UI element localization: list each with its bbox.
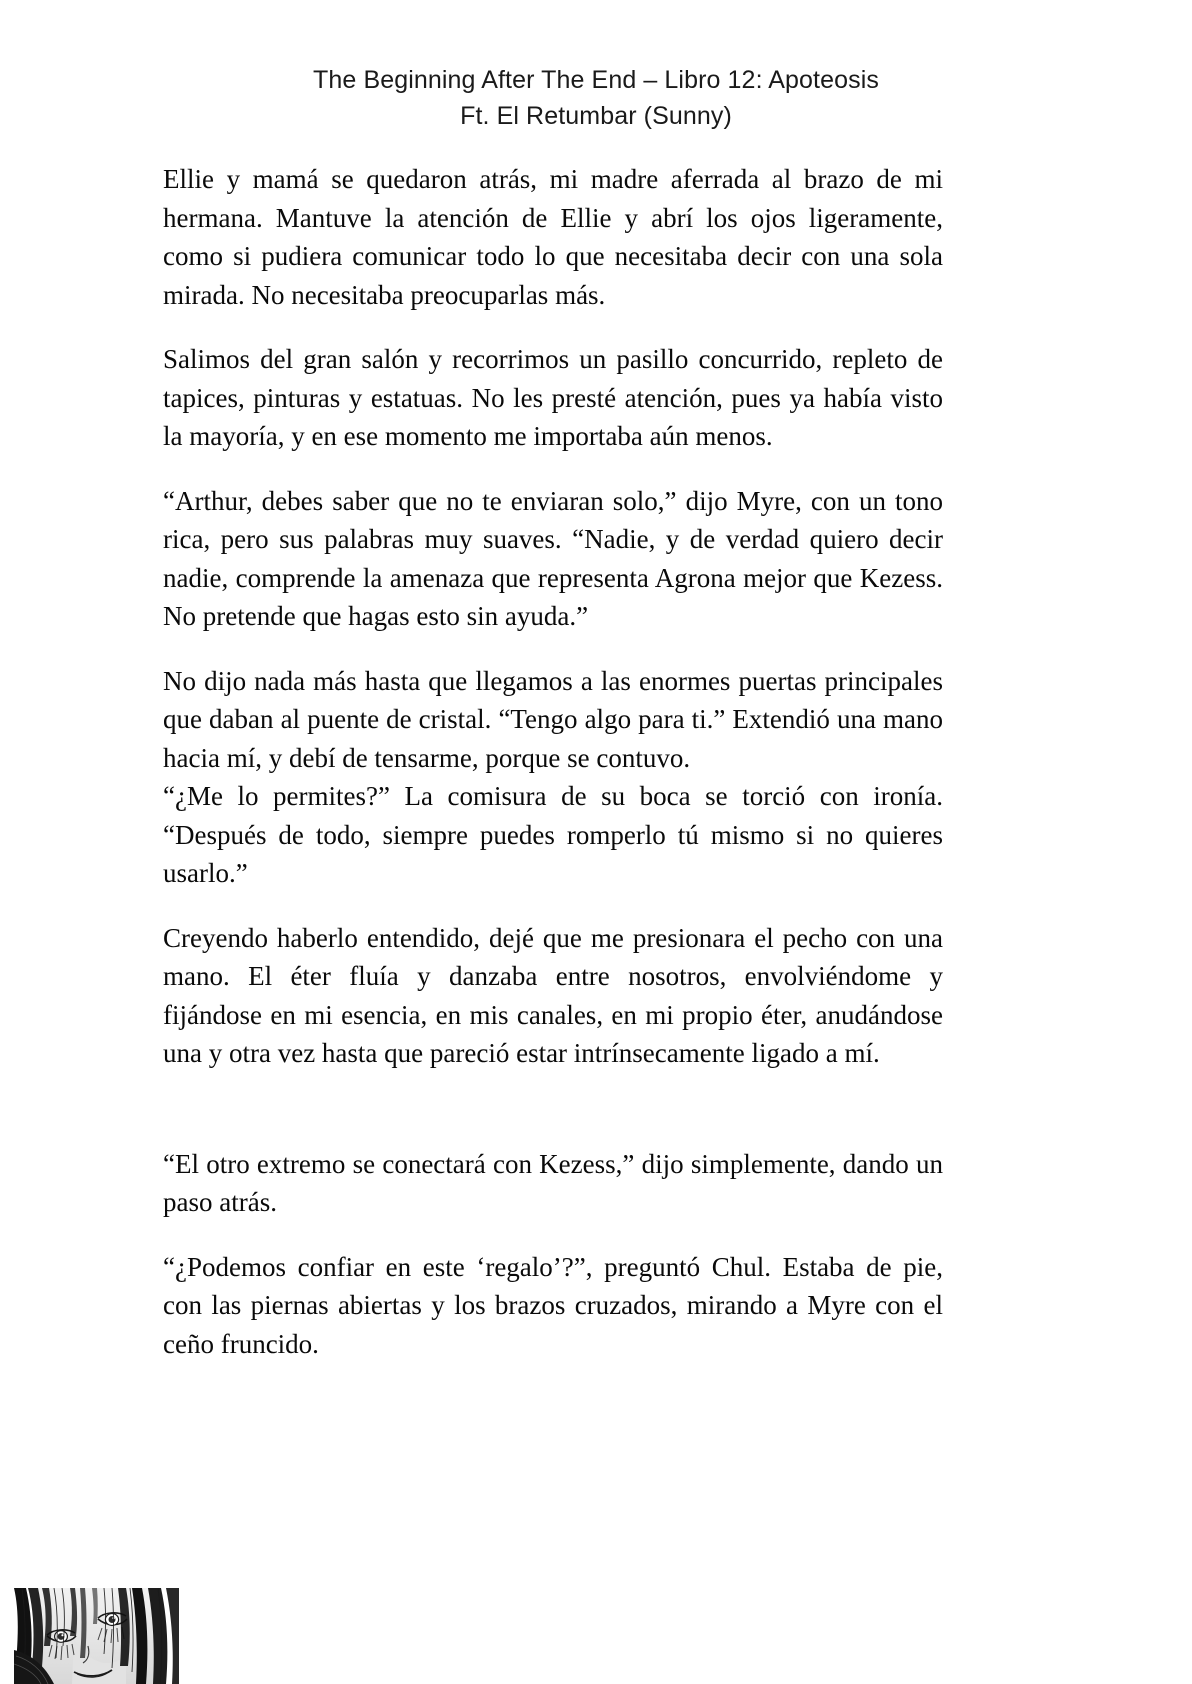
- manga-face-illustration: [14, 1588, 179, 1684]
- paragraph-1: Ellie y mamá se quedaron atrás, mi madre aferrada al brazo de mi hermana. Mantuve la atención de Ellie y abrí los ojos ligeramente, como si pudiera comunicar todo lo que necesitaba decir con una sola mirada. No necesitaba preocuparlas más.: [163, 164, 943, 310]
- paragraph-5: Creyendo haberlo entendido, dejé que me presionara el pecho con una mano. El éter fluía y danzaba entre nosotros, envolviéndome y fijándose en mi esencia, en mis canales, en mi propio éter, anudándose una y otra vez hasta que pareció estar intrínsecamente ligado a mí.: [163, 922, 943, 1068]
- paragraph-7: “¿Podemos confiar en este ‘regalo’?”, preguntó Chul. Estaba de pie, con las piernas abiertas y los brazos cruzados, mirando a Myre con el ceño fruncido.: [163, 1251, 943, 1359]
- manga-face-illustration-graphic: [14, 1588, 179, 1684]
- paragraph-2: Salimos del gran salón y recorrimos un pasillo concurrido, repleto de tapices, pinturas y estatuas. No les presté atención, pues ya había visto la mayoría, y en ese momento me importaba aún menos.: [163, 344, 943, 451]
- document-header: [0, 62, 1192, 134]
- paragraph-4a: No dijo nada más hasta que llegamos a las enormes puertas principales que daban al puente de cristal. “Tengo algo para ti.” Extendió una mano hacia mí, y debí de tensarme, porque se contuvo.: [163, 665, 943, 773]
- paragraph-3: “Arthur, debes saber que no te enviaran solo,” dijo Myre, con un tono rica, pero sus palabras muy suaves. “Nadie, y de verdad quiero decir nadie, comprende la amenaza que representa Agrona mejor que Kezess. No pretende que hagas esto sin ayuda.”: [163, 485, 943, 631]
- document-subtitle-line-2: Ft. El Retumbar (Sunny): [460, 102, 732, 130]
- document-title-line-1: The Beginning After The End – Libro 12: Apoteosis: [313, 66, 879, 94]
- document-body: [163, 160, 943, 1389]
- paragraph-4b: “¿Me lo permites?” La comisura de su boca se torció con ironía. “Después de todo, siempre puedes romperlo tú mismo si no quieres usarlo.”: [163, 781, 943, 888]
- paragraph-6: “El otro extremo se conectará con Kezess,” dijo simplemente, dando un paso atrás.: [163, 1148, 943, 1217]
